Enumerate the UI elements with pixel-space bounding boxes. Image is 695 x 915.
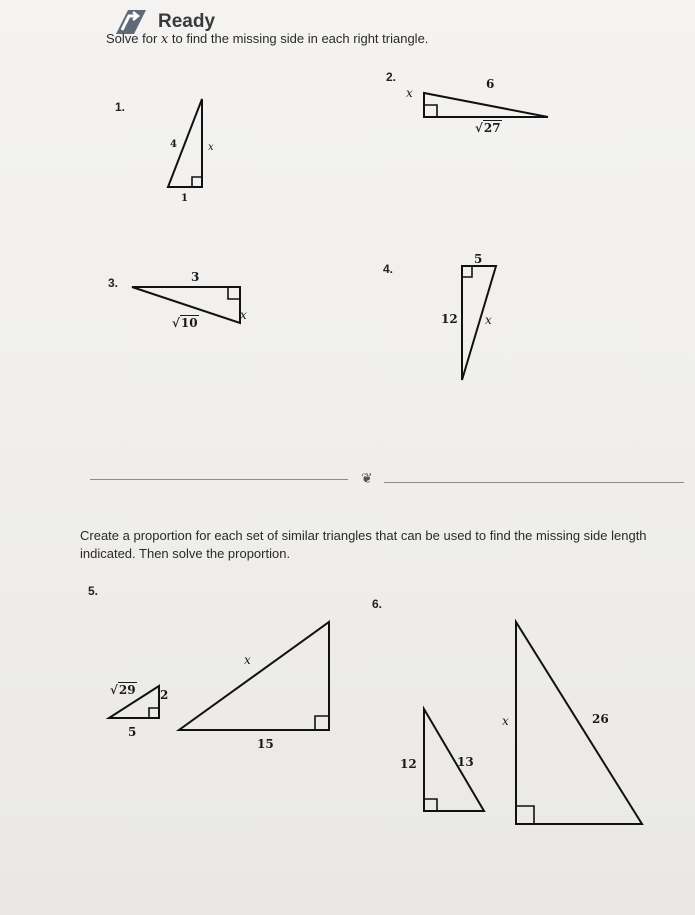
problem-2-left-label: x (406, 86, 413, 100)
problem-4-left-label: 12 (441, 312, 458, 326)
problem-5-large-base-label: 15 (257, 737, 274, 751)
problem-6-small-right-label: 13 (457, 755, 474, 769)
divider-line-right (384, 482, 684, 483)
problem-6-large-right-label: 26 (592, 712, 609, 726)
problem-4-number: 4. (383, 262, 394, 276)
problem-4-top-label: 5 (474, 252, 483, 266)
problem-6-small-triangle (420, 705, 490, 817)
divider-line-left (90, 479, 348, 480)
problem-6-small-left-label: 12 (400, 757, 417, 771)
problem-5-number: 5. (88, 584, 99, 598)
problem-1-leg-label: x (208, 142, 214, 153)
section2-instruction: Create a proportion for each set of similar triangles that can be used to find the missing side length indicated. Then solve the proportion. (80, 528, 647, 561)
problem-2-number: 2. (386, 70, 397, 84)
problem-3-hyp-label: √10 (172, 316, 198, 330)
problem-2-bottom-label: √27 (475, 121, 501, 135)
problem-6-large-triangle (512, 618, 647, 830)
problem-5-small-base-label: 5 (128, 725, 137, 739)
problem-2-triangle (420, 85, 555, 125)
section1-instruction: Solve for x to find the missing side in each right triangle. (106, 31, 429, 47)
problem-3-right-label: x (240, 308, 247, 322)
problem-5-small-leg-label: 2 (160, 688, 169, 702)
problem-5-small-hyp-label: √29 (110, 683, 136, 697)
problem-1-base-label: 1 (181, 193, 188, 204)
page-title: Ready (158, 11, 216, 32)
problem-4-right-label: x (485, 313, 492, 327)
problem-6-number: 6. (372, 597, 383, 611)
problem-5-large-triangle (175, 618, 335, 736)
problem-5-large-hyp-label: x (244, 653, 251, 667)
problem-3-number: 3. (108, 276, 119, 290)
problem-2-top-label: 6 (486, 77, 495, 91)
problem-3-top-label: 3 (191, 270, 200, 284)
fleuron-icon: ❦ (361, 470, 373, 486)
problem-4-triangle (458, 262, 498, 387)
problem-6-large-left-label: x (502, 714, 509, 728)
problem-1-hyp-label: 4 (170, 139, 177, 150)
problem-1-number: 1. (115, 100, 126, 114)
